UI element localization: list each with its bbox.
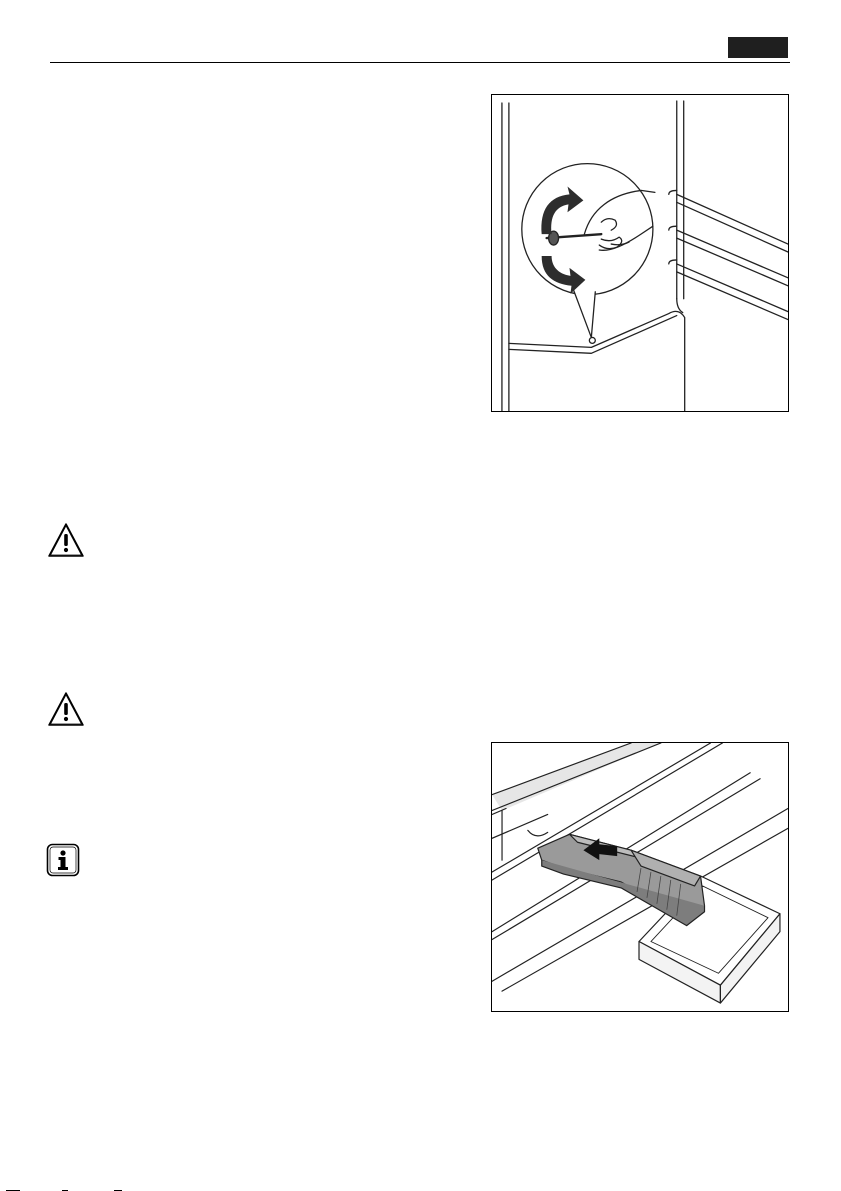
drain-scraper-illustration: [492, 743, 788, 1011]
drain-hole-figure: [491, 94, 789, 412]
drain-hole-illustration: [492, 95, 788, 411]
warning-triangle-icon: [46, 521, 86, 561]
footer-fragment: [0, 1183, 160, 1191]
information-icon: [46, 843, 80, 877]
drain-scraper-figure: [491, 742, 789, 1012]
header-rule: [50, 62, 790, 63]
warning-triangle-icon: [46, 690, 86, 730]
language-tab: [728, 37, 788, 58]
